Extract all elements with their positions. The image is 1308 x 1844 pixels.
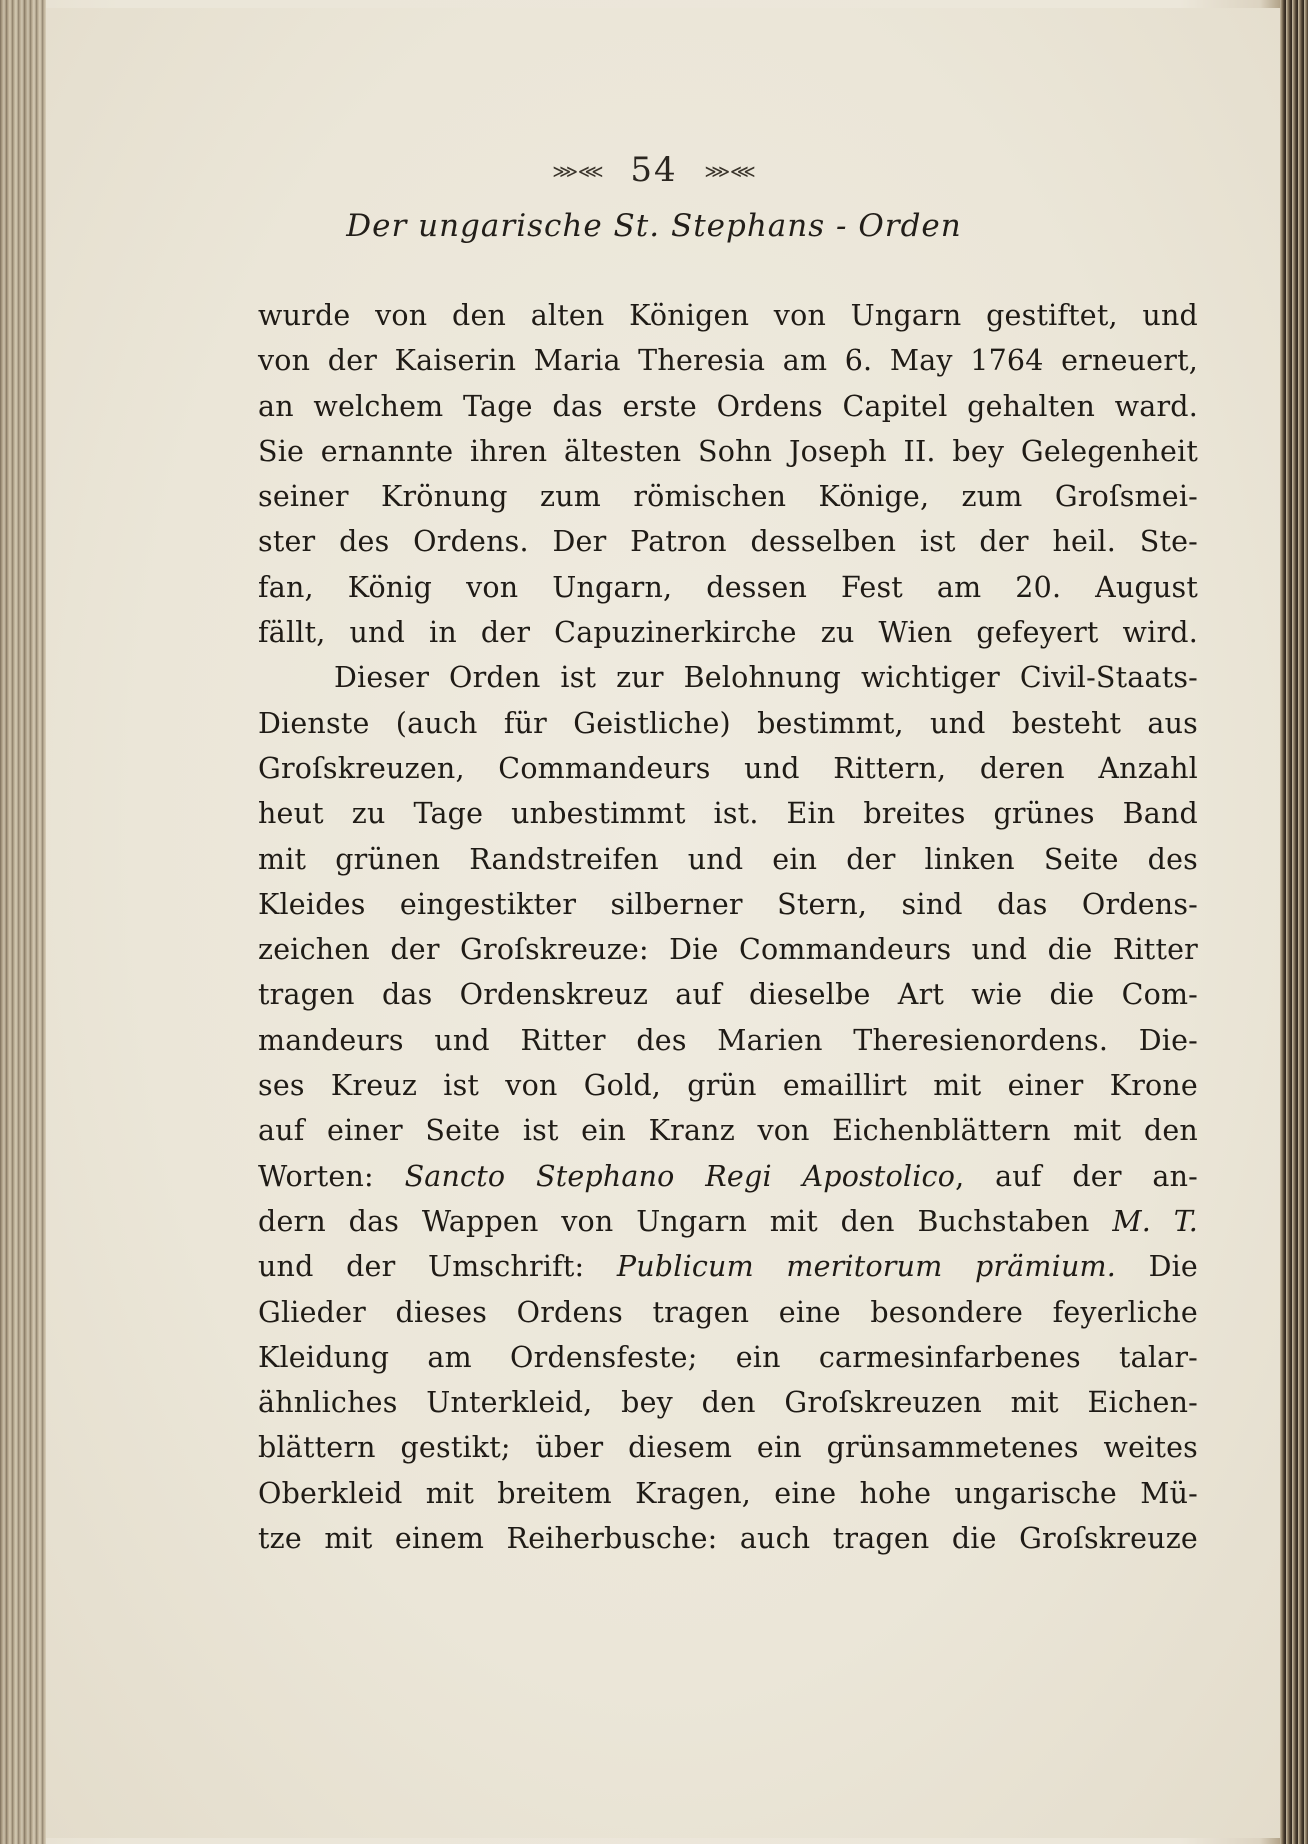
text-run: , auf der an-	[955, 1159, 1198, 1193]
text-line-inscription	[258, 1244, 1198, 1289]
text-line: ster des Ordens. Der Patron desselben ist der heil. Ste-	[258, 525, 1198, 559]
text-run: und der Umschrift:	[258, 1250, 617, 1284]
text-line: Kleides eingestikter silberner Stern, sind das Ordens-	[258, 887, 1198, 921]
text-line: Groſskreuzen, Commandeurs und Rittern, deren Anzahl	[258, 751, 1198, 785]
text-line: mandeurs und Ritter des Marien Theresienordens. Die-	[258, 1023, 1198, 1057]
text-line: Dienste (auch für Geistliche) bestimmt, und besteht aus	[258, 706, 1198, 740]
page-header	[0, 150, 1308, 190]
paragraph-start-line: Dieser Orden ist zur Belohnung wichtiger Civil-Staats-	[334, 661, 1198, 695]
text-line: heut zu Tage unbestimmt ist. Ein breites grünes Band	[258, 797, 1198, 831]
text-run: dern das Wappen von Ungarn mit den Buchstaben	[258, 1204, 1113, 1238]
text-line: fan, König von Ungarn, dessen Fest am 20. August	[258, 570, 1198, 604]
text-line: mit grünen Randstreifen und ein der linken Seite des	[258, 842, 1198, 876]
text-line-letters	[258, 1199, 1198, 1244]
text-line: von der Kaiserin Maria Theresia am 6. May 1764 erneuert,	[258, 344, 1198, 378]
section-title: Der ungarische St. Stephans - Orden	[346, 208, 962, 244]
text-line-motto	[258, 1154, 1198, 1199]
letters-italic: M. T.	[1112, 1204, 1198, 1238]
page-number: 54	[630, 150, 678, 190]
text-line: zeichen der Groſskreuze: Die Commandeurs und die Ritter	[258, 933, 1198, 967]
text-line: blättern gestikt; über diesem ein grünsammetenes weites	[258, 1431, 1198, 1465]
text-line: Glieder dieses Ordens tragen eine besondere feyerliche	[258, 1295, 1198, 1329]
text-run: Die	[1116, 1250, 1198, 1284]
body-text	[258, 293, 1198, 1561]
ornament-right: ⋙⋘	[704, 161, 756, 183]
text-run: Worten:	[258, 1159, 405, 1193]
text-line: an welchem Tage das erste Ordens Capitel gehalten ward.	[258, 389, 1198, 423]
motto-italic: Sancto Stephano Regi Apostolico	[404, 1159, 956, 1193]
text-line: ähnliches Unterkleid, bey den Groſskreuzen mit Eichen-	[258, 1386, 1198, 1420]
text-line: fällt, und in der Capuzinerkirche zu Wien gefeyert wird.	[258, 616, 1198, 650]
text-line: wurde von den alten Königen von Ungarn gestiftet, und	[258, 299, 1198, 332]
text-line: ses Kreuz ist von Gold, grün emaillirt mit einer Krone	[258, 1069, 1198, 1103]
page-stack-left	[0, 0, 46, 1844]
text-line: seiner Krönung zum römischen Könige, zum Groſsmei-	[258, 480, 1198, 514]
inscription-italic: Publicum meritorum prämium.	[616, 1250, 1117, 1284]
text-line: tze mit einem Reiherbusche: auch tragen die Groſskreuze	[258, 1522, 1198, 1556]
book-edge-right	[1280, 0, 1308, 1844]
text-line: Kleidung am Ordensfeste; ein carmesinfarbenes talar-	[258, 1340, 1198, 1374]
text-line: Oberkleid mit breitem Kragen, eine hohe ungarische Mü-	[258, 1476, 1198, 1510]
text-line: auf einer Seite ist ein Kranz von Eichenblättern mit den	[258, 1114, 1198, 1148]
text-line: Sie ernannte ihren ältesten Sohn Joseph II. bey Gelegenheit	[258, 434, 1198, 468]
ornament-left: ⋙⋘	[552, 161, 604, 183]
text-line: tragen das Ordenskreuz auf dieselbe Art wie die Com-	[258, 978, 1198, 1012]
